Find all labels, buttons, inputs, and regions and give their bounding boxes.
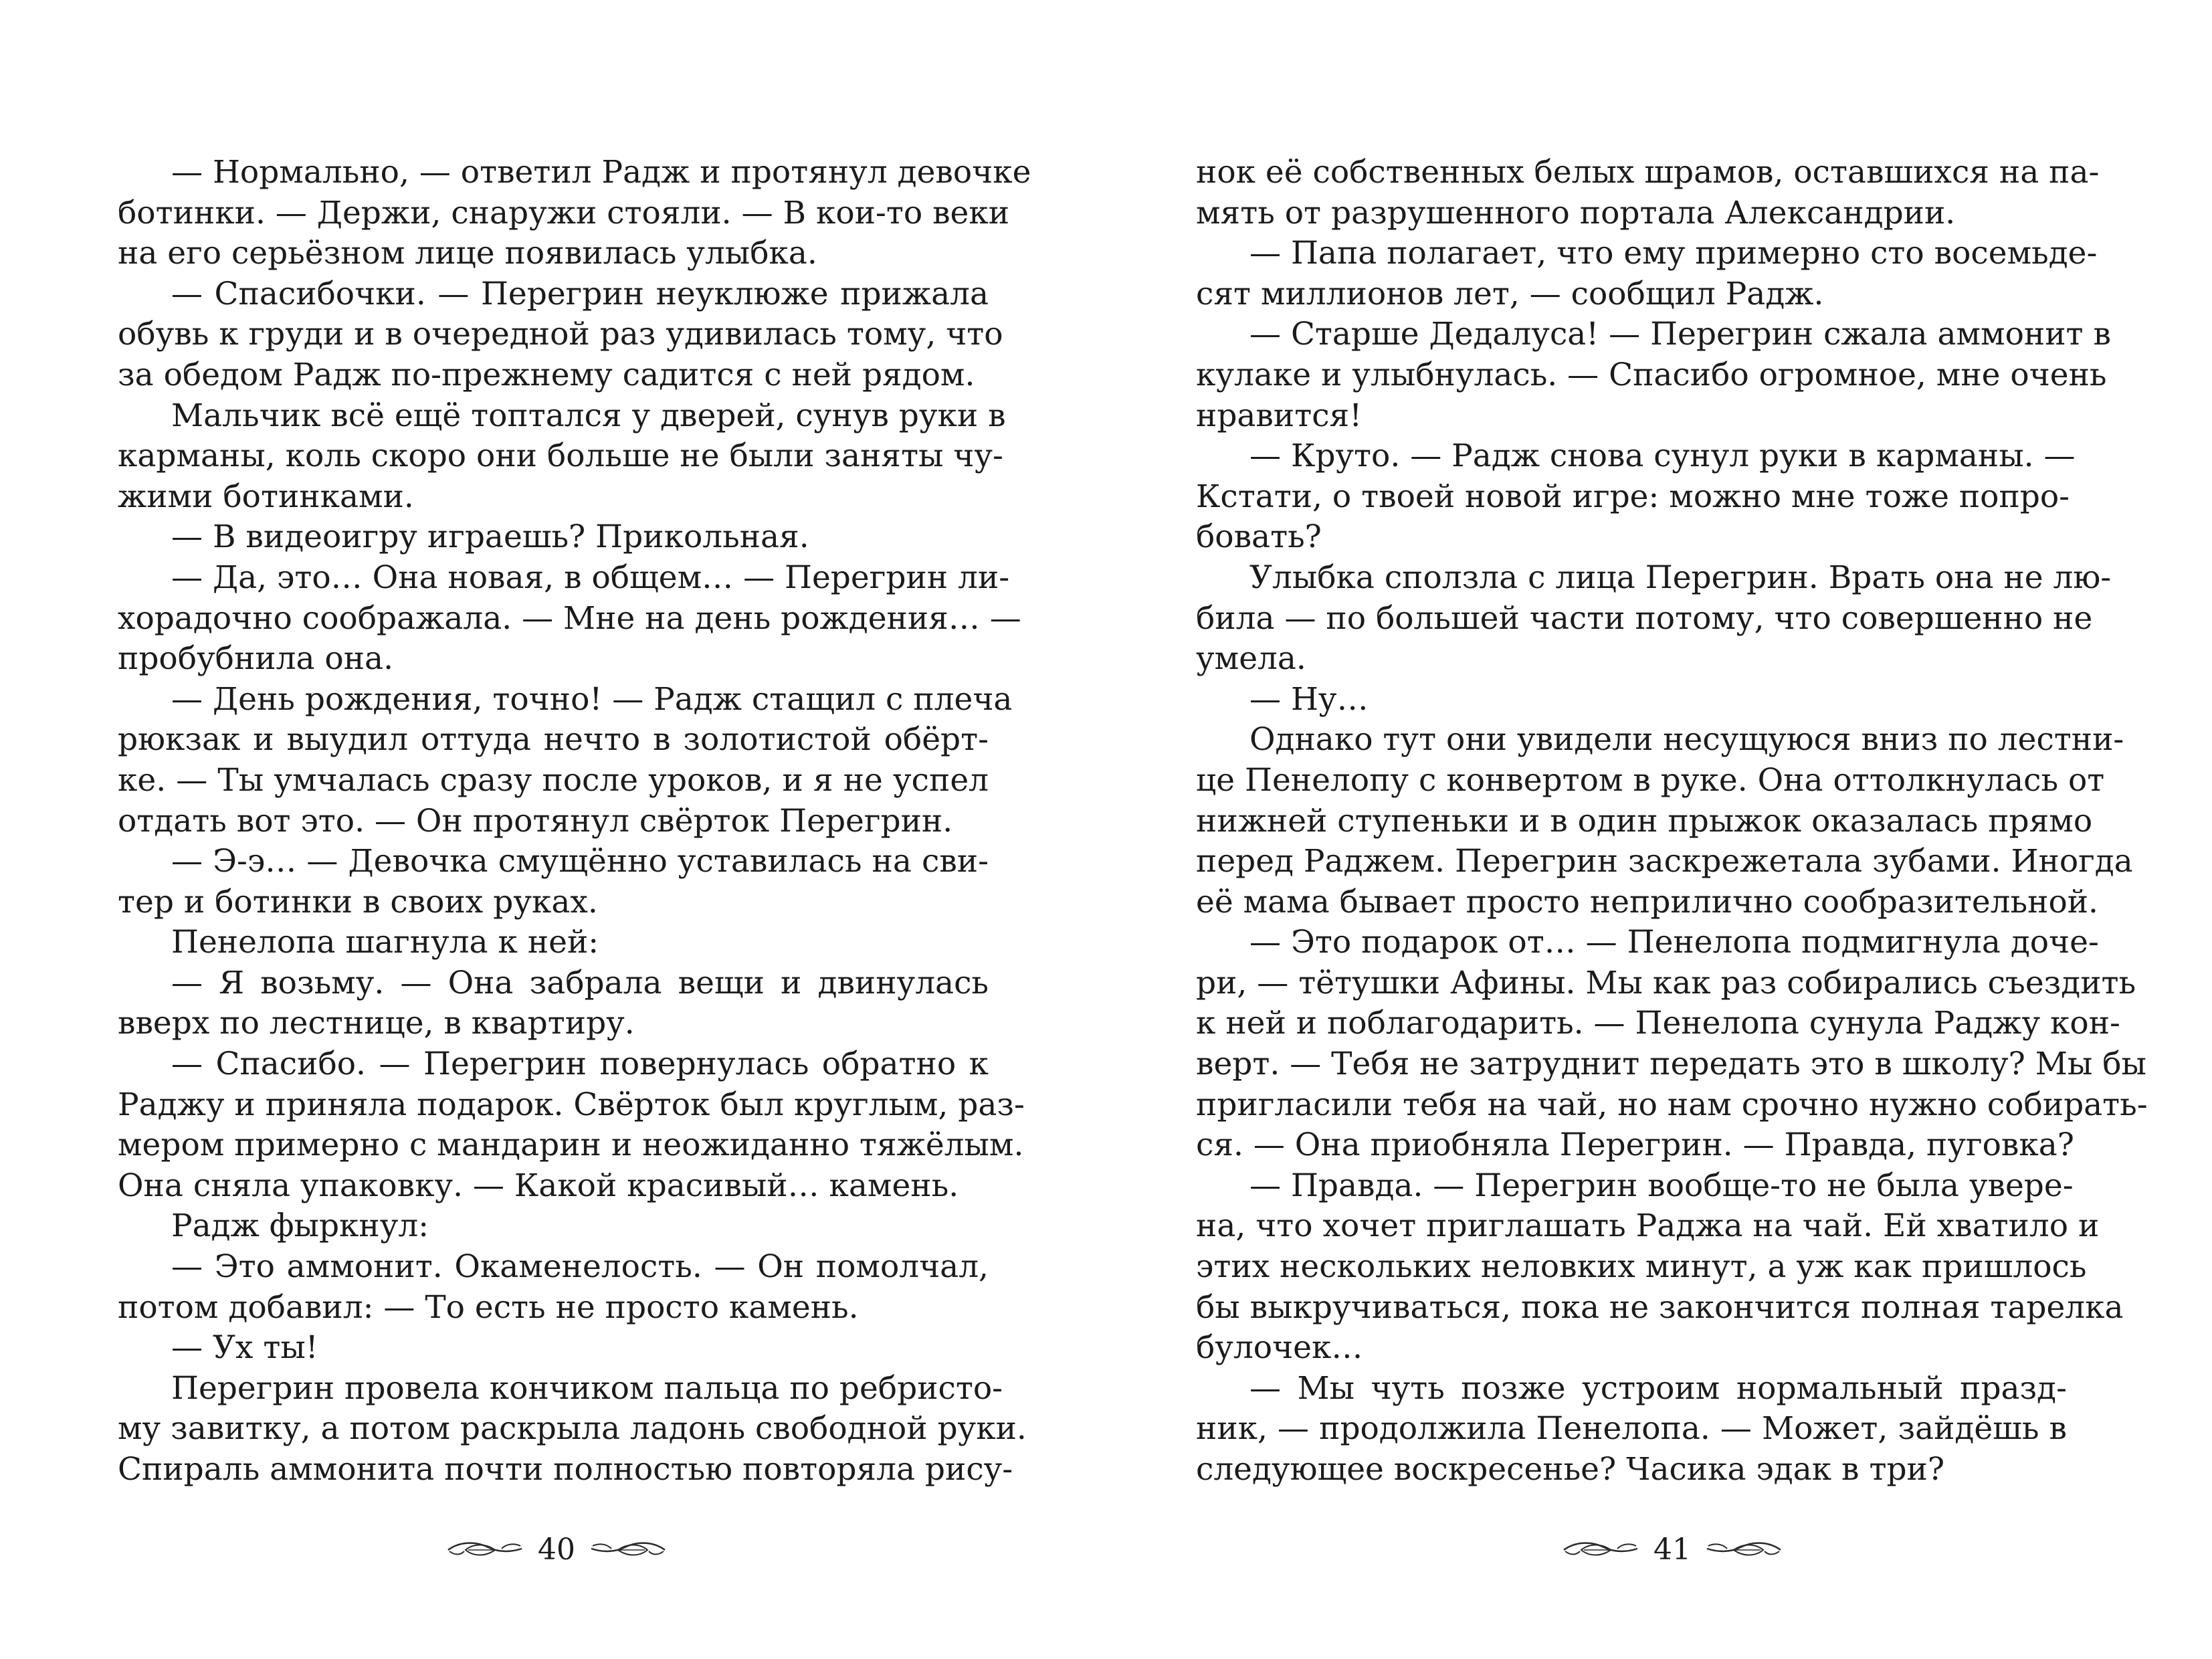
text-line: нижней ступеньки и в один прыжок оказалась прямо: [1196, 802, 2093, 840]
text-line: — В видеоигру играешь? Прикольная.: [171, 518, 809, 556]
text-line: пробубнила она.: [118, 640, 394, 678]
text-line: Однако тут они увидели несущуюся вниз по лестни-: [1249, 721, 2124, 759]
text-line: этих нескольких неловких минут, а уж как пришлось: [1196, 1248, 2087, 1286]
text-line: — Ух ты!: [171, 1329, 318, 1367]
leaf-flourish-icon: [589, 1537, 668, 1562]
text-line: мером примерно с мандарин и неожиданно тяжёлым.: [118, 1127, 1024, 1164]
text-line: — Ну…: [1249, 680, 1369, 718]
text-line: к ней и поблагодарить. — Пенелопа сунула Раджу кон-: [1196, 1005, 2120, 1042]
text-line: — Это подарок от… — Пенелопа подмигнула доче-: [1249, 924, 2099, 961]
text-line: — Нормально, — ответил Радж и протянул девочке: [171, 154, 1031, 191]
text-line: карманы, коль скоро они больше не были заняты чу-: [118, 437, 1003, 475]
text-line: её мама бывает просто неприлично сообразительной.: [1196, 883, 2099, 920]
text-line: бы выкручиваться, пока не закончится полная тарелка: [1196, 1288, 2124, 1326]
text-line: Перегрин провела кончиком пальца по ребристо-: [171, 1369, 1003, 1407]
text-line: нравится!: [1196, 397, 1363, 434]
text-line: на, что хочет приглашать Раджа на чай. Ей хватило и: [1196, 1207, 2100, 1245]
text-line: на его серьёзном лице появилась улыбка.: [118, 235, 817, 272]
text-line: отдать вот это. — Он протянул свёрток Перегрин.: [118, 802, 953, 840]
text-line: — Это аммонит. Окаменелость. — Он помолчал,: [171, 1248, 989, 1286]
text-line: пригласили тебя на чай, но нам срочно нужно собирать-: [1196, 1086, 2148, 1123]
text-line: рюкзак и выудил оттуда нечто в золотистой обёрт-: [118, 721, 989, 759]
text-line: ботинки. — Держи, снаружи стояли. — В кои-то веки: [118, 194, 1010, 231]
leaf-flourish-icon: [1561, 1537, 1640, 1562]
text-line: ри, — тётушки Афины. Мы как раз собирались съездить: [1196, 964, 2136, 1001]
text-line: потом добавил: — То есть не просто камень.: [118, 1288, 859, 1326]
text-line: — Папа полагает, что ему примерно сто восемьде-: [1249, 235, 2098, 272]
text-line: Кстати, о твоей новой игре: можно мне тоже попро-: [1196, 478, 2070, 515]
text-line: — Я возьму. — Она забрала вещи и двинулась: [171, 964, 989, 1001]
text-line: це Пенелопу с конвертом в руке. Она оттолкнулась от: [1196, 761, 2105, 799]
text-line: Она сняла упаковку. — Какой красивый… камень.: [118, 1167, 959, 1204]
text-line: — Да, это… Она новая, в общем… — Перегрин ли-: [171, 559, 1010, 596]
text-line: булочек…: [1196, 1329, 1363, 1367]
text-line: следующее воскресенье? Часика эдак в три?: [1196, 1451, 1945, 1488]
text-line: Пенелопа шагнула к ней:: [171, 924, 599, 961]
text-line: Улыбка сползла с лица Перегрин. Врать она не лю-: [1249, 559, 2112, 596]
text-line: Раджу и приняла подарок. Свёрток был круглым, раз-: [118, 1086, 1025, 1123]
page-footer-left: [416, 1529, 697, 1569]
left-page: [118, 153, 1031, 1490]
text-line: нок её собственных белых шрамов, оставшихся на па-: [1196, 154, 2100, 191]
leaf-flourish-icon: [1704, 1537, 1783, 1562]
text-line: — Спасибочки. — Перегрин неуклюже прижала: [171, 275, 989, 312]
text-line: ник, — продолжила Пенелопа. — Может, зайдёшь в: [1196, 1410, 2067, 1448]
text-line: обувь к груди и в очередной раз удивилась тому, что: [118, 316, 1003, 353]
page-number: 40: [538, 1532, 575, 1567]
text-line: била — по большей части потому, что совершенно не: [1196, 599, 2093, 637]
text-line: вверх по лестнице, в квартиру.: [118, 1005, 635, 1042]
text-line: — Старше Дедалуса! — Перегрин сжала аммонит в: [1249, 316, 2111, 353]
text-line: му завитку, а потом раскрыла ладонь свободной руки.: [118, 1410, 1027, 1448]
text-line: ке. — Ты умчалась сразу после уроков, и я не успел: [118, 761, 989, 799]
text-line: Радж фыркнул:: [171, 1207, 429, 1245]
page-number: 41: [1653, 1532, 1691, 1567]
text-line: кулаке и улыбнулась. — Спасибо огромное, мне очень: [1196, 356, 2107, 393]
text-line: Мальчик всё ещё топтался у дверей, сунув руки в: [171, 397, 1006, 434]
page-footer-right: [1532, 1529, 1813, 1569]
text-line: мять от разрушенного портала Александрии.: [1196, 194, 1956, 231]
text-line: — Э-э… — Девочка смущённо уставилась на сви-: [171, 843, 989, 880]
text-line: — Спасибо. — Перегрин повернулась обратно к: [171, 1046, 989, 1083]
text-line: тер и ботинки в своих руках.: [118, 883, 598, 920]
text-line: умела.: [1196, 640, 1306, 678]
text-line: — Правда. — Перегрин вообще-то не была увере-: [1249, 1167, 2074, 1204]
text-line: бовать?: [1196, 518, 1322, 556]
text-line: верт. — Тебя не затруднит передать это в школу? Мы бы: [1196, 1046, 2146, 1083]
text-line: ся. — Она приобняла Перегрин. — Правда, пуговка?: [1196, 1127, 2074, 1164]
text-line: — Круто. — Радж снова сунул руки в карманы. —: [1249, 437, 2076, 475]
text-line: за обедом Радж по-прежнему садится с ней рядом.: [118, 356, 975, 393]
text-line: Спираль аммонита почти полностью повторяла рису-: [118, 1451, 1013, 1488]
leaf-flourish-icon: [445, 1537, 524, 1562]
text-line: — Мы чуть позже устроим нормальный празд-: [1249, 1369, 2067, 1407]
text-line: перед Раджем. Перегрин заскрежетала зубами. Иногда: [1196, 843, 2133, 880]
right-page: [1196, 153, 2148, 1490]
text-line: жими ботинками.: [118, 478, 414, 515]
text-line: сят миллионов лет, — сообщил Радж.: [1196, 275, 1824, 312]
text-line: — День рождения, точно! — Радж стащил с плеча: [171, 680, 1013, 718]
text-line: хорадочно соображала. — Мне на день рождения… —: [118, 599, 1021, 637]
